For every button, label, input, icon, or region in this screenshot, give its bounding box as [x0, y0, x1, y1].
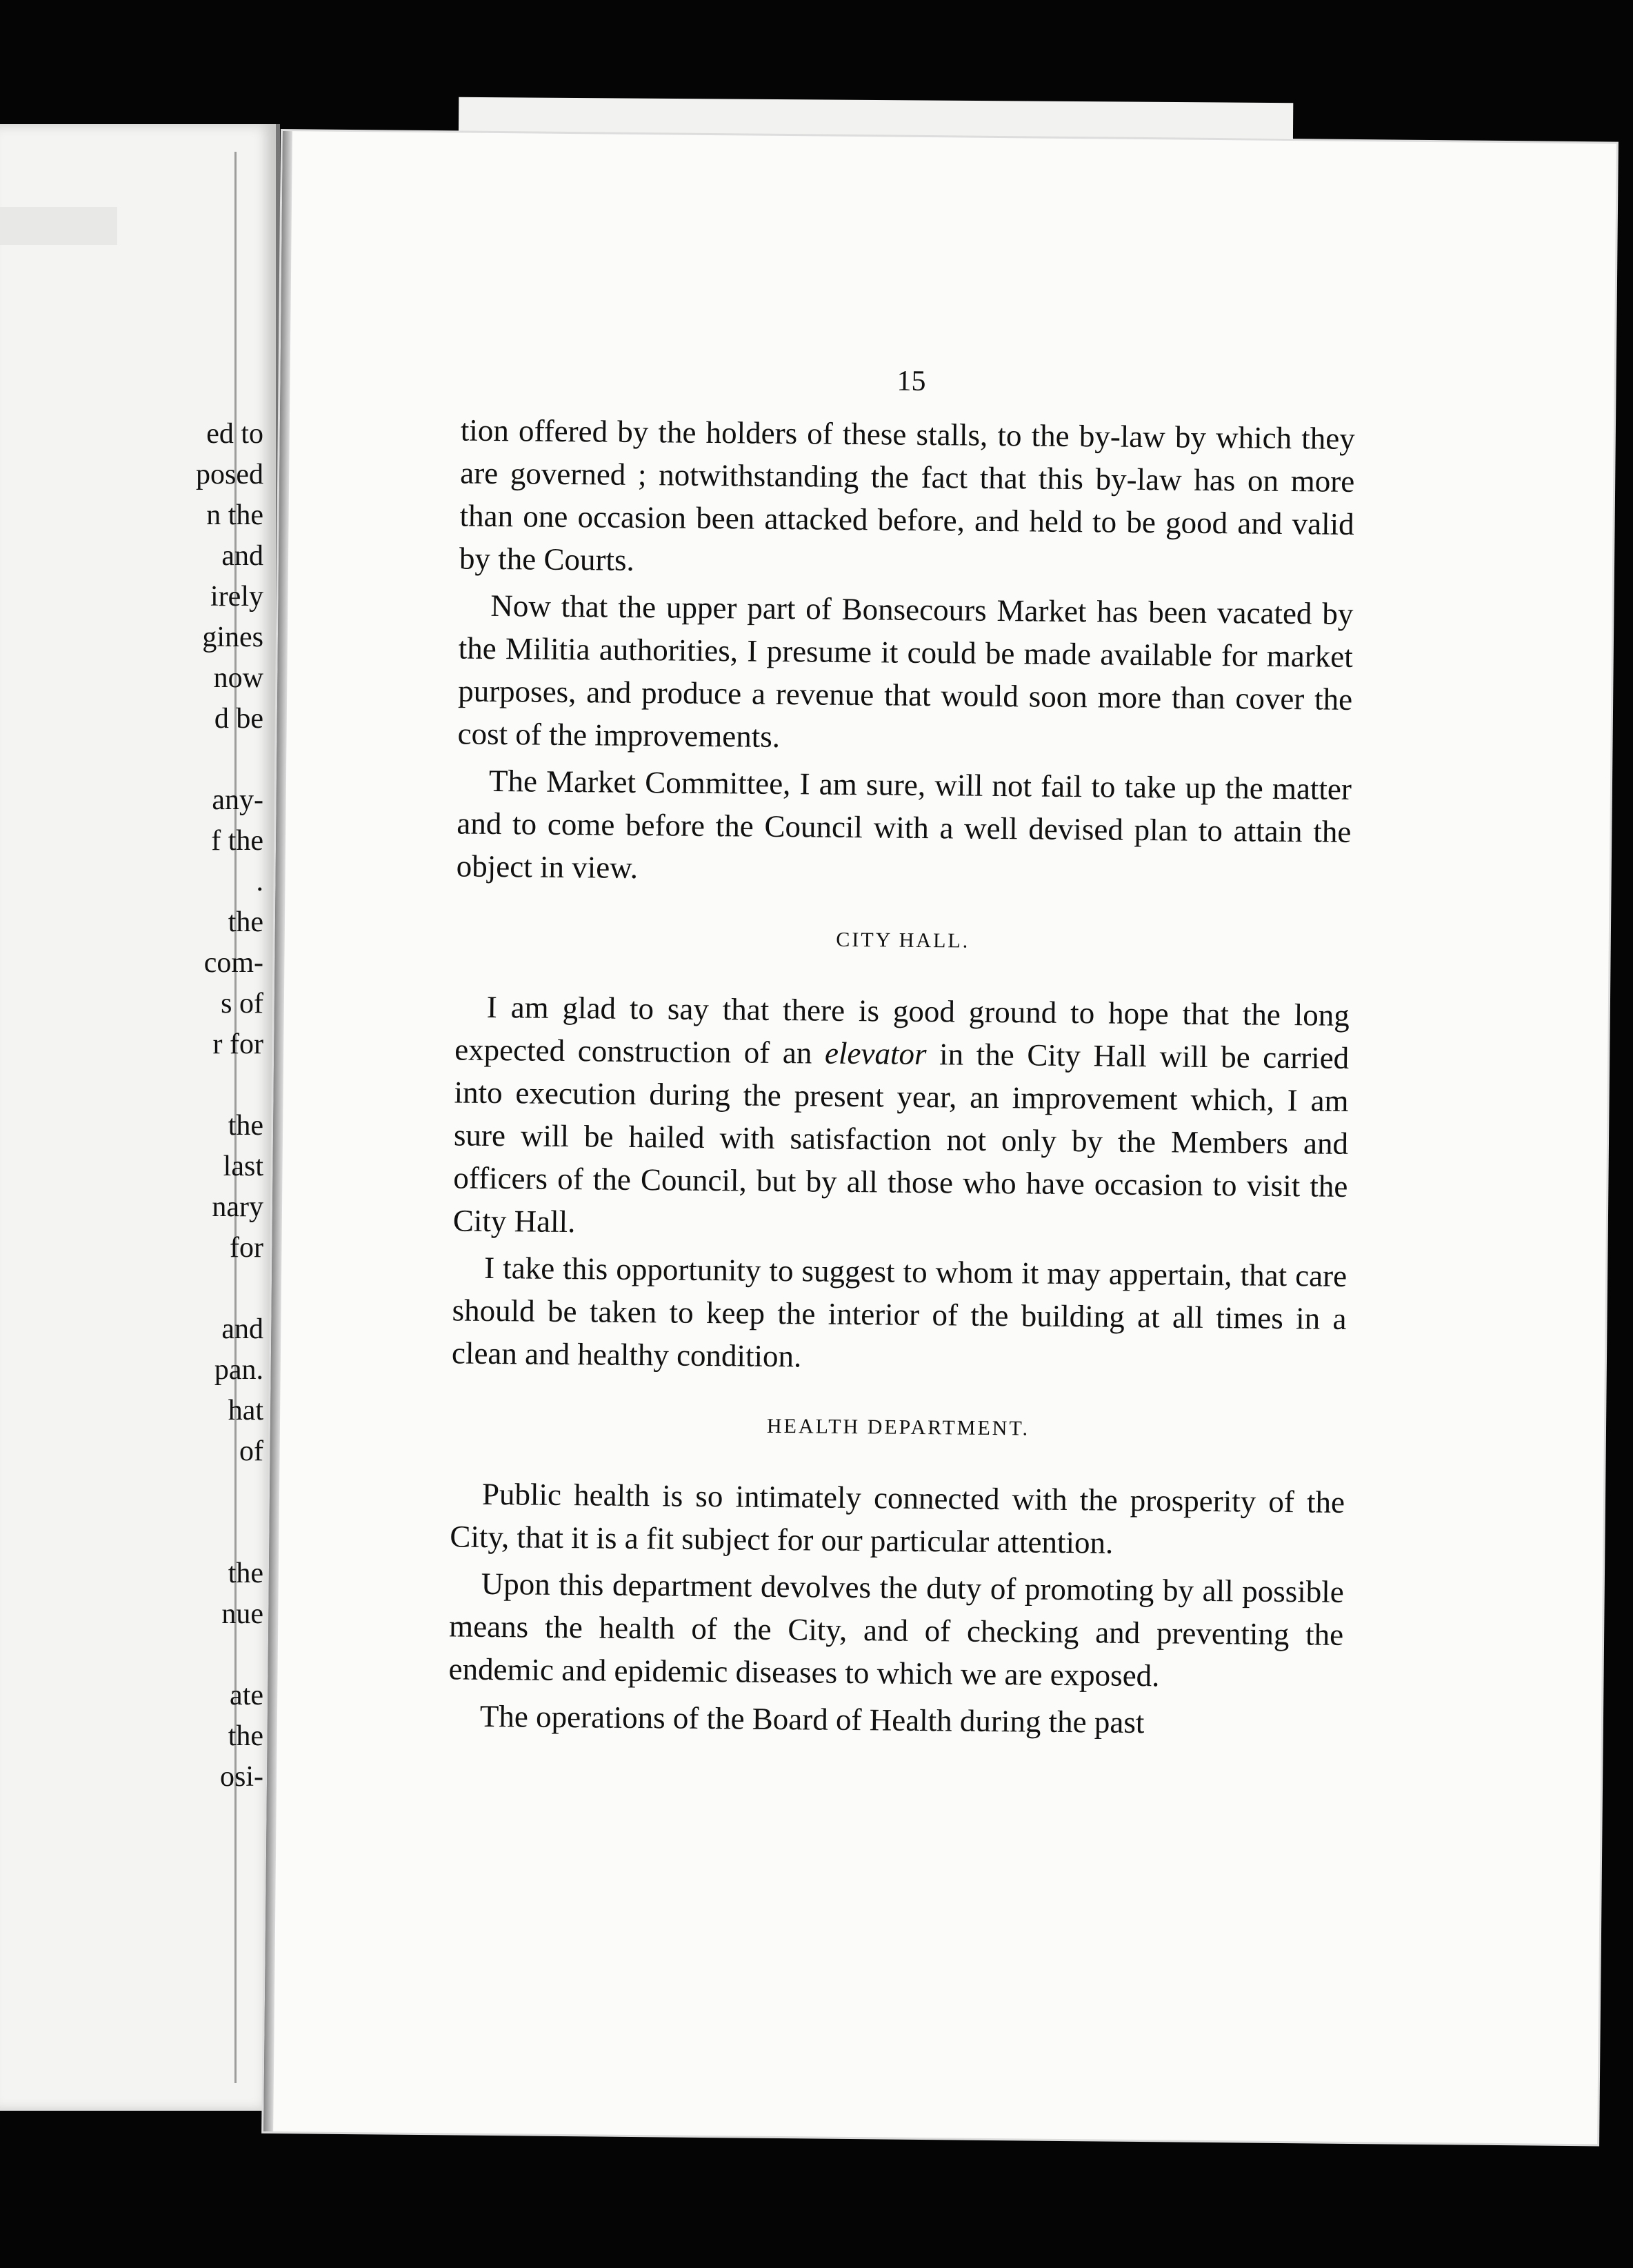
- text-fragment: the: [228, 1558, 263, 1589]
- text-fragment: s of: [221, 988, 263, 1019]
- text-fragment: [196, 1635, 263, 1675]
- text-fragment: irely: [210, 581, 263, 613]
- text-fragment: .: [256, 866, 263, 897]
- page-tab: [0, 207, 117, 245]
- paragraph: The operations of the Board of Health during the past: [479, 1698, 1145, 1740]
- paragraph: I take this opportunity to suggest to whom it may appertain, that care should be taken to keep the interior of the building at all times in a clean and healthy condition.: [451, 1250, 1348, 1374]
- text-fragment: ed to: [206, 418, 263, 450]
- paragraph: [453, 985, 1350, 1250]
- paragraph: tion offered by the holders of these stalls, to the by-law by which they are governed ; notwithstanding the fact that this by-law has on more than one occasion been attacked before, and held to be good and valid by the Courts.: [459, 412, 1356, 577]
- text-fragment: and: [221, 540, 263, 572]
- paragraph: The Market Committee, I am sure, will not fail to take up the matter and to come before the Council with a well devised plan to attain the object in view.: [456, 763, 1352, 885]
- text-fragment: gines: [202, 621, 263, 653]
- text-fragment: [196, 1513, 263, 1553]
- text-fragment: com-: [203, 947, 263, 979]
- text-fragment: [196, 739, 263, 780]
- text-fragment: hat: [228, 1395, 263, 1426]
- text-fragment: the: [228, 906, 263, 938]
- previous-page: [0, 124, 280, 2111]
- paragraph-text: I am glad to say that there is good ground to hope that the long expected construction of an: [454, 989, 1350, 1071]
- paragraph-text: in the City Hall will be carried into execution during the present year, an improvement which, I am sure will be hailed with satisfaction not only by the Members and officers of the Council, but by all those who have occasion to visit the City Hall.: [452, 1037, 1350, 1240]
- text-fragment: d be: [214, 703, 263, 735]
- text-fragment: now: [213, 662, 263, 694]
- paragraph: Now that the upper part of Bonsecours Market has been vacated by the Militia authorities, I presume it could be made available for market purposes, and produce a revenue that would soon more than cover the cost of the improvements.: [457, 588, 1354, 754]
- text-fragment: [196, 1472, 263, 1513]
- previous-page-text: [196, 414, 263, 1798]
- section-heading: CITY HALL.: [836, 928, 970, 953]
- text-fragment: nary: [212, 1191, 263, 1223]
- text-fragment: n the: [206, 499, 263, 531]
- text-fragment: [196, 1065, 263, 1106]
- text-fragment: of: [239, 1435, 263, 1467]
- paragraph: Upon this department devolves the duty of promoting by all possible means the health of the City, and of checking and preventing the endemic and epidemic diseases to which we are exposed.: [448, 1566, 1344, 1693]
- text-fragment: any-: [212, 784, 263, 816]
- text-fragment: osi-: [220, 1761, 263, 1793]
- text-fragment: the: [228, 1720, 263, 1752]
- page-body: [448, 408, 1355, 1749]
- text-fragment: posed: [196, 459, 263, 490]
- text-fragment: and: [221, 1313, 263, 1345]
- text-fragment: [196, 1269, 263, 1309]
- document-page: [263, 131, 1616, 2144]
- text-fragment: last: [223, 1151, 263, 1182]
- text-fragment: nue: [221, 1598, 263, 1630]
- text-fragment: f the: [211, 825, 263, 857]
- page-number: 15: [896, 365, 926, 397]
- paragraph: Public health is so intimately connected with the prosperity of the City, that it is a fit subject for our particular attention.: [450, 1476, 1345, 1560]
- text-fragment: the: [228, 1110, 263, 1142]
- text-fragment: r for: [212, 1028, 263, 1060]
- emphasis-text: elevator: [824, 1035, 927, 1072]
- text-fragment: pan.: [214, 1354, 263, 1386]
- section-heading: HEALTH DEPARTMENT.: [766, 1414, 1030, 1440]
- text-fragment: ate: [230, 1680, 263, 1711]
- text-fragment: for: [230, 1232, 263, 1264]
